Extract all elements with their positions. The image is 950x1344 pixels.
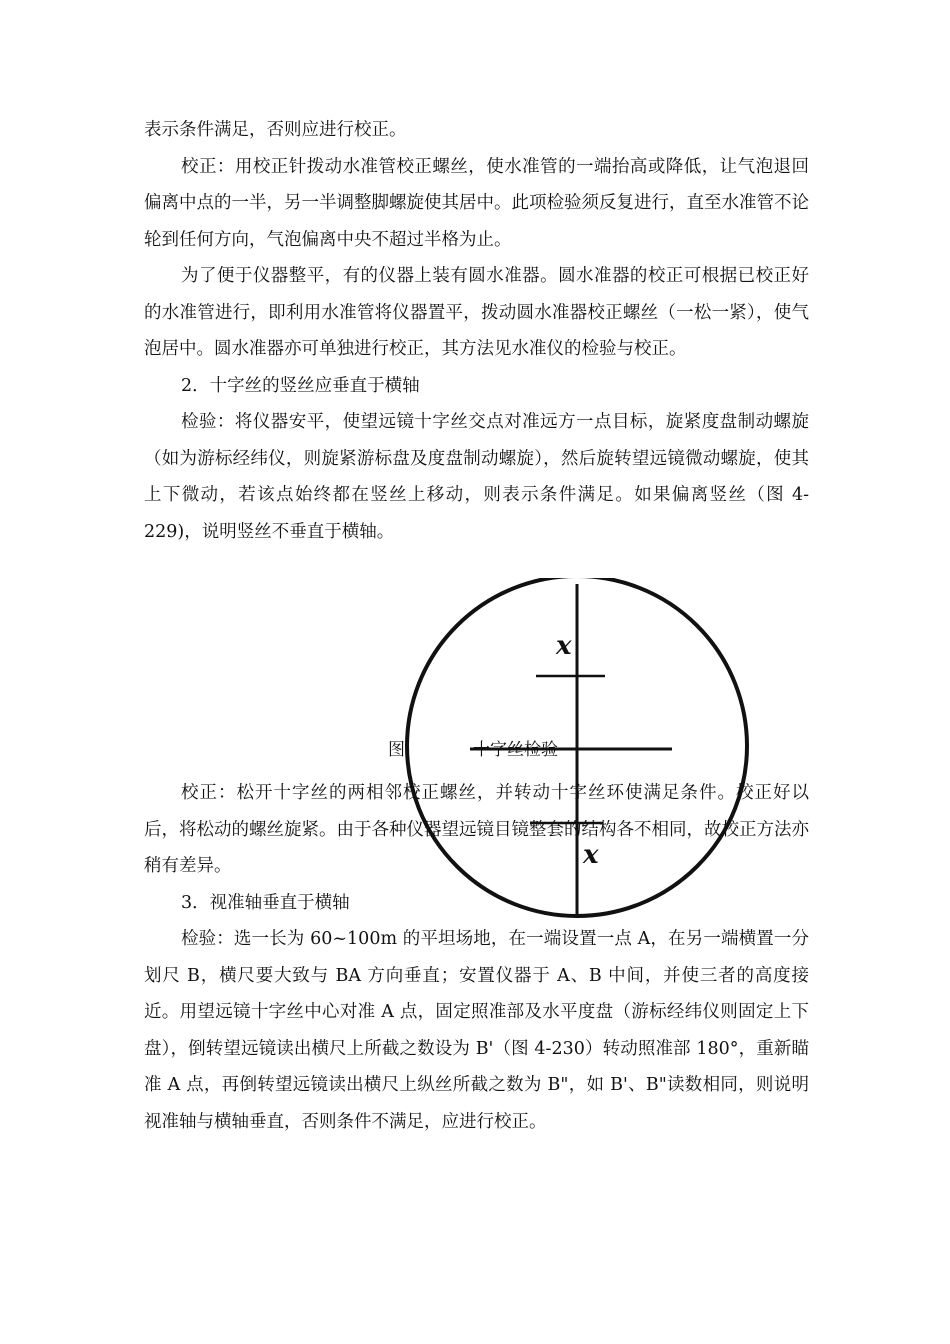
label-x-top: x — [556, 631, 572, 661]
label-x-bottom: x — [583, 840, 599, 870]
section-heading: 2．十字丝的竖丝应垂直于横轴 — [181, 375, 420, 396]
text-block-top — [144, 112, 809, 550]
figure-caption — [388, 738, 558, 762]
section-heading: 3．视准轴垂直于横轴 — [181, 892, 350, 913]
figure-caption-title: 十字丝检验 — [473, 740, 558, 760]
paragraph: 校正：用校正针拨动水准管校正螺丝，使水准管的一端抬高或降低，让气泡退回偏离中点的一半，另一半调整脚螺旋使其居中。此项检验须反复进行，直至水准管不论轮到任何方向，气泡偏离中央不超过半格为止。 — [144, 156, 809, 250]
figure-caption-prefix: 图 — [388, 740, 405, 760]
paragraph: 检验：选一长为 60~100m 的平坦场地，在一端设置一点 A，在另一端横置一分划尺 B，横尺要大致与 BA 方向垂直；安置仪器于 A、B 中间，并使三者的高度接近。用望远镜十字丝中心对准 A 点，固定照准部及水平度盘（游标经纬仪则固定上下盘），倒转望远镜读出横尺上所截之数设为 B'（图 4-230）转动照准部 180°，重新瞄准 A 点，再倒转望远镜读出横尺上纵丝所截之数为 B"，如 B'、B"读数相同，则说明视准轴与横轴垂直，否则条件不满足，应进行校正。 — [144, 929, 809, 1132]
paragraph: 表示条件满足，否则应进行校正。 — [144, 120, 407, 140]
paragraph: 检验：将仪器安平，使望远镜十字丝交点对准远方一点目标，旋紧度盘制动螺旋（如为游标经纬仪，则旋紧游标盘及度盘制动螺旋），然后旋转望远镜微动螺旋，使其上下微动，若该点始终都在竖丝上移动，则表示条件满足。如果偏离竖丝（图 4-229)，说明竖丝不垂直于横轴。 — [144, 412, 809, 542]
text-block-bottom — [144, 775, 809, 1140]
paragraph: 校正：松开十字丝的两相邻校正螺丝，并转动十字丝环使满足条件。校正好以后，将松动的螺丝旋紧。由于各种仪器望远镜目镜整套的结构各不相同，故校正方法亦稍有差异。 — [144, 783, 809, 876]
paragraph: 为了便于仪器整平，有的仪器上装有圆水准器。圆水准器的校正可根据已校正好的水准管进行，即利用水准管将仪器置平，拨动圆水准器校正螺丝（一松一紧），使气泡居中。圆水准器亦可单独进行校正，其方法见水准仪的检验与校正。 — [144, 266, 809, 359]
